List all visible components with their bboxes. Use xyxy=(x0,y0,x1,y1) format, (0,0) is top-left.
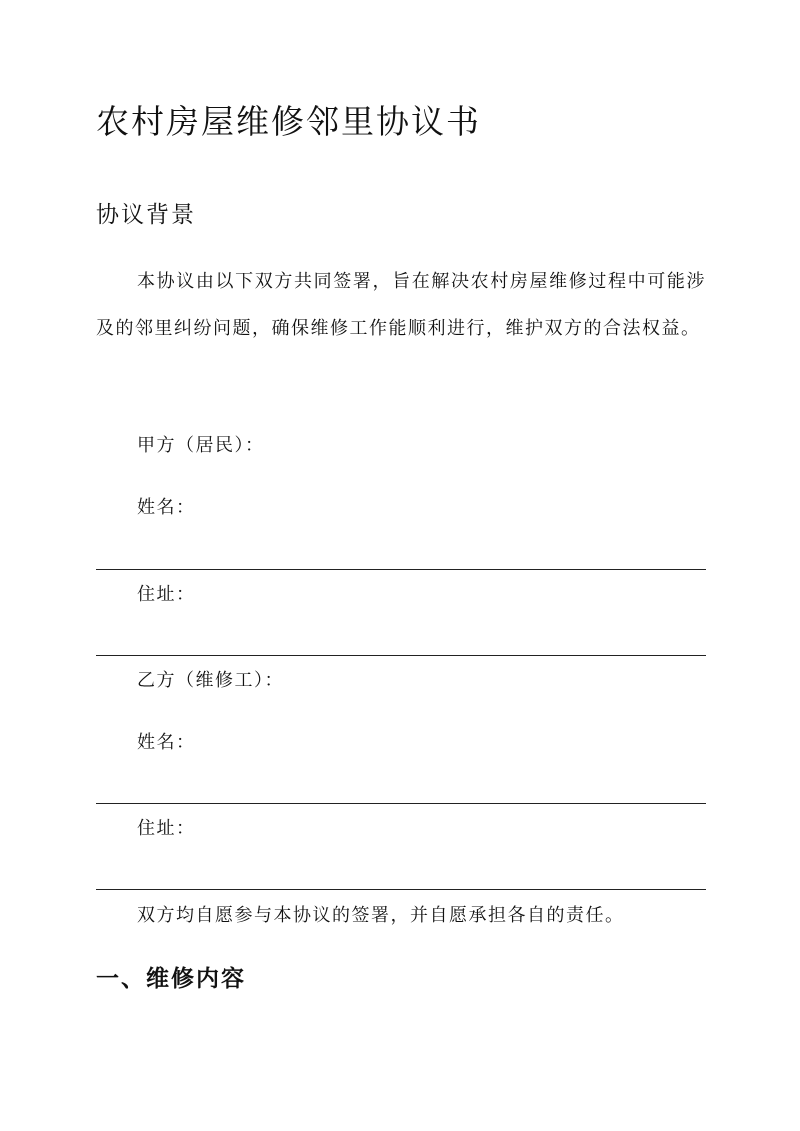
intro-paragraph: 本协议由以下双方共同签署，旨在解决农村房屋维修过程中可能涉及的邻里纠纷问题，确保维修工作能顺利进行，维护双方的合法权益。 xyxy=(96,271,706,339)
party-b-name-line[interactable] xyxy=(96,803,706,804)
party-b-label: 乙方（维修工）： xyxy=(137,670,284,691)
party-a-name-line[interactable] xyxy=(96,569,706,570)
party-a-label: 甲方（居民）： xyxy=(137,435,265,456)
background-heading: 协议背景 xyxy=(96,202,196,228)
party-a-address-label: 住址： xyxy=(137,584,196,605)
party-b-address-label: 住址： xyxy=(137,818,196,839)
section-1-heading: 一、维修内容 xyxy=(96,965,246,992)
party-a-address-line[interactable] xyxy=(96,655,706,656)
party-b-address-line[interactable] xyxy=(96,889,706,890)
party-a-name-label: 姓名： xyxy=(137,497,196,518)
party-b-name-label: 姓名： xyxy=(137,732,196,753)
consent-statement: 双方均自愿参与本协议的签署，并自愿承担各自的责任。 xyxy=(137,905,625,926)
document-title: 农村房屋维修邻里协议书 xyxy=(96,102,481,141)
